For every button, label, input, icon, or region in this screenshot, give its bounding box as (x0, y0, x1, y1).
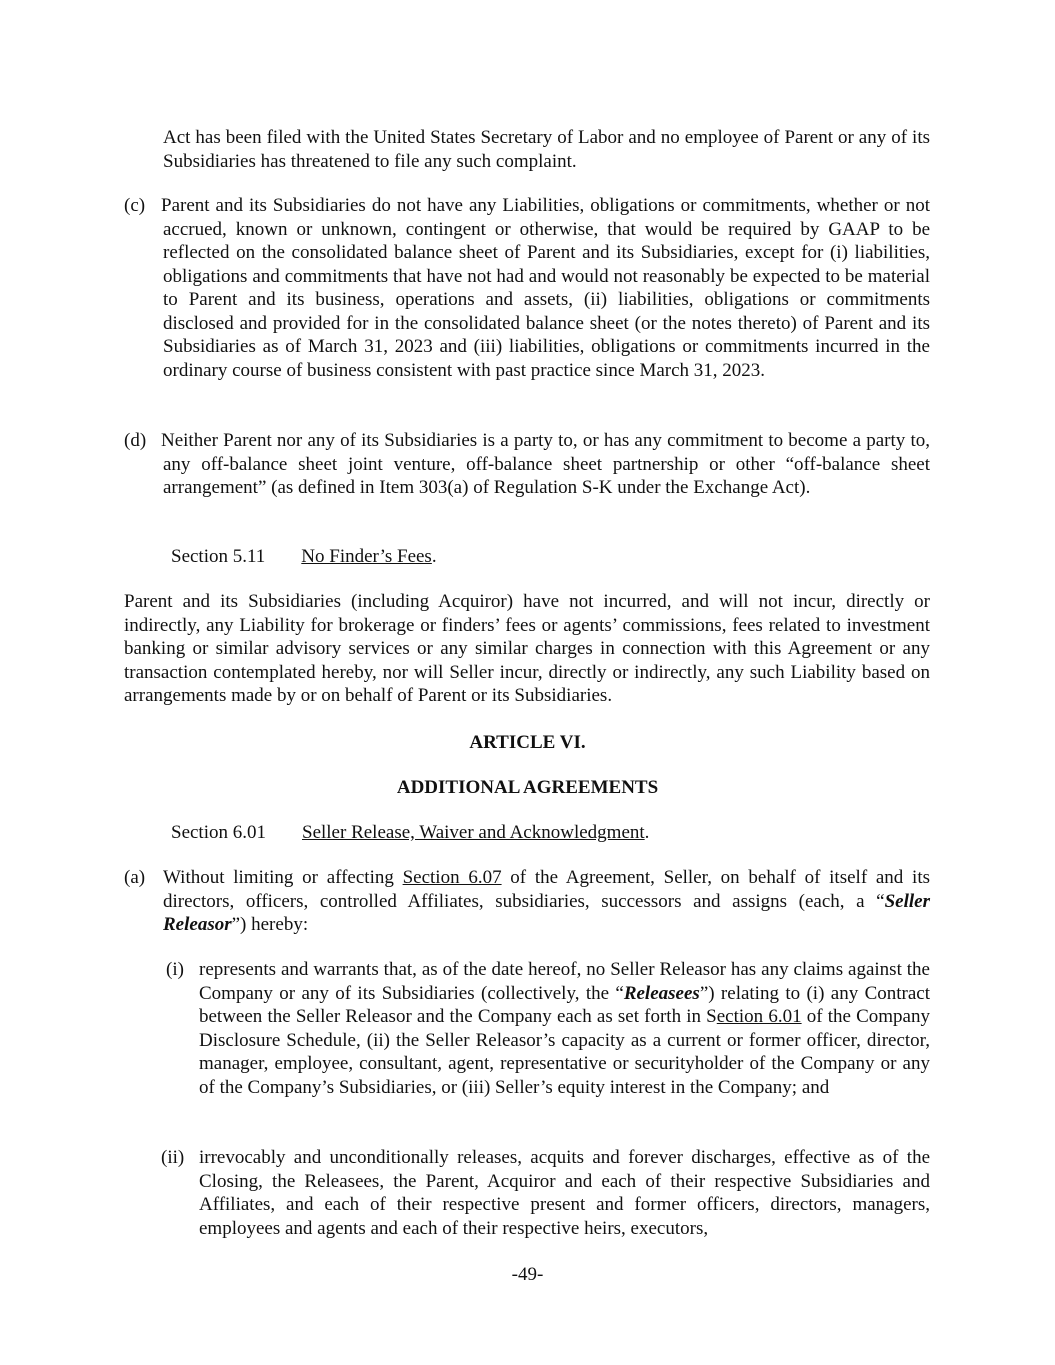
section-5-11-paragraph: Parent and its Subsidiaries (including Acquiror) have not incurred, and will not incur, directly or indirectly, any Liability for brokerage or finders’ fees or agents’ commissions, fees related to investment banking or similar advisory services or any similar charges in connection with this Agreement or any transaction contemplated hereby, nor will Seller incur, directly or indirectly, any such Liability based on arrangements made by or on behalf of Parent or its Subsidiaries. (124, 591, 930, 706)
section-title: No Finder’s Fees (301, 546, 432, 567)
item-a-text: Without limiting or affecting Section 6.07 of the Agreement, Seller, on behalf of itself and its directors, officers, controlled Affiliates, subsidiaries, successors and assigns (each, a “Seller Releasor”) hereby: (163, 867, 930, 935)
page-number: -49- (511, 1264, 544, 1285)
section-title-end: . (644, 822, 650, 843)
section-title: Seller Release, Waiver and Acknowledgment (302, 822, 645, 843)
item-a-label: (a) (124, 867, 146, 888)
defined-term-seller-releasor: Seller Releasor (163, 890, 930, 935)
item-ii-label: (ii) (161, 1147, 185, 1168)
section-6-07-link[interactable]: Section 6.07 (402, 867, 502, 888)
item-ii-text: irrevocably and unconditionally releases, acquits and forever discharges, effective as of the Closing, the Releasees, the Parent, Acquiror and each of their respective Subsidiaries and Affiliates, and each of their respective present and former officers, directors, managers, employees and agents and each of their respective heirs, executors, (199, 1147, 930, 1239)
item-c-label: (c) (124, 195, 146, 216)
item-c-text: Parent and its Subsidiaries do not have any Liabilities, obligations or commitments, whether or not accrued, known or unknown, contingent or otherwise, that would be required by GAAP to be reflected on the consolidated balance sheet of Parent and its Subsidiaries, except for (i) liabilities, obligations and commitments that have not had and would not reasonably be expected to be material to Parent and its business, operations and assets, (ii) liabilities, obligations or commitments disclosed and provided for in the consolidated balance sheet (or the notes thereto) of Parent and its Subsidiaries as of March 31, 2023 and (iii) liabilities, obligations or commitments incurred in the ordinary course of business consistent with past practice since March 31, 2023. (161, 195, 930, 381)
section-5-11-heading (171, 545, 437, 569)
item-i-text: represents and warrants that, as of the date hereof, no Seller Releasor has any claims against the Company or any of its Subsidiaries (collectively, the “Releasees”) relating to (i) any Contract between the Seller Releasor and the Company each as set forth in Section 6.01 of the Company Disclosure Schedule, (ii) the Seller Releasor’s capacity as a current or former officer, director, manager, employee, consultant, agent, representative or securityholder of the Company or any of the Company’s Subsidiaries, or (iii) Seller’s equity interest in the Company; and (199, 959, 930, 1098)
article-title: ADDITIONAL AGREEMENTS (396, 777, 659, 798)
article-heading: ARTICLE VI. (469, 732, 586, 753)
item-i-label: (i) (166, 959, 184, 980)
section-number: Section 5.11 (171, 546, 266, 567)
section-6-01-heading (171, 821, 649, 845)
item-d-text: Neither Parent nor any of its Subsidiaries is a party to, or has any commitment to become a party to, any off-balance sheet joint venture, off-balance sheet partnership or other “off-balance sheet arrangement” (as defined in Item 303(a) of Regulation S-K under the Exchange Act). (161, 430, 930, 498)
section-number: Section 6.01 (171, 822, 266, 843)
defined-term-releasees: Releasees (623, 982, 700, 1004)
continuation-paragraph: Act has been filed with the United States Secretary of Labor and no employee of Parent or any of its Subsidiaries has threatened to file any such complaint. (163, 127, 930, 172)
item-d-label: (d) (124, 430, 147, 451)
section-title-end: . (431, 546, 437, 567)
section-6-01-link[interactable]: ection 6.01 (716, 1006, 802, 1027)
